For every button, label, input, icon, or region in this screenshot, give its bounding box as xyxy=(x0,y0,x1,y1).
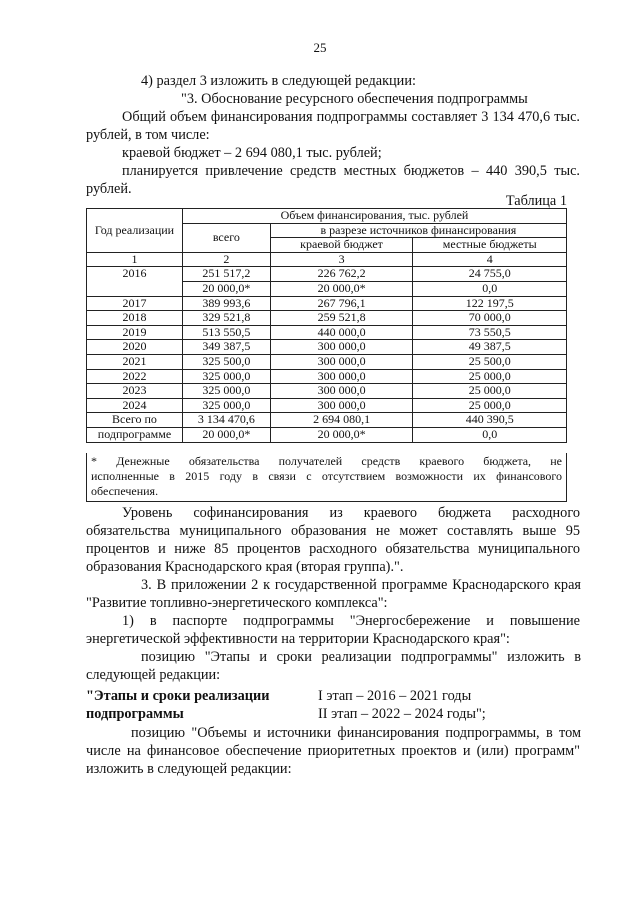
total-cell: 3 134 470,6 xyxy=(182,413,270,428)
total-cell: 349 387,5 xyxy=(182,340,270,355)
local-cell: 440 390,5 xyxy=(413,413,567,428)
footnote-line: обеспечения. xyxy=(91,484,159,498)
stages-label xyxy=(86,687,316,723)
local-cell: 0,0 xyxy=(413,281,567,296)
position-line-2: следующей редакции: xyxy=(86,667,221,683)
total-cell: 325 000,0 xyxy=(182,398,270,413)
total-label: Всего по xyxy=(87,413,183,428)
year-cell: 2024 xyxy=(87,398,183,413)
year-cell: 2016 xyxy=(87,267,183,296)
local-cell: 25 000,0 xyxy=(413,369,567,384)
local-line-1: планируется привлечение средств местных бюджетов – 440 390,5 тыс. xyxy=(122,163,580,179)
local-cell: 25 500,0 xyxy=(413,354,567,369)
table-row-total xyxy=(87,413,567,428)
header-sources: в разрезе источников финансирования xyxy=(270,223,566,238)
local-cell: 25 000,0 xyxy=(413,384,567,399)
year-cell: 2022 xyxy=(87,369,183,384)
regional-cell: 20 000,0* xyxy=(270,427,413,442)
passport-line-2: энергетической эффективности на территории Краснодарского края": xyxy=(86,631,510,647)
cofinancing-line-4: образования Краснодарского края (вторая группа).". xyxy=(86,559,404,575)
regional-line: краевой бюджет – 2 694 080,1 тыс. рублей; xyxy=(122,145,382,161)
header-volume: Объем финансирования, тыс. рублей xyxy=(182,209,566,224)
table-row-total xyxy=(87,427,567,442)
local-cell: 70 000,0 xyxy=(413,311,567,326)
year-cell: 2017 xyxy=(87,296,183,311)
local-cell: 73 550,5 xyxy=(413,325,567,340)
item-3-line-2: "Развитие топливно-энергетического комплекса": xyxy=(86,595,388,611)
regional-cell: 300 000,0 xyxy=(270,354,413,369)
volume-line-3: изложить в следующей редакции: xyxy=(86,761,292,777)
table-row xyxy=(87,354,567,369)
footnote-line: * Денежные обязательства получателей средств краевого бюджета, не xyxy=(91,454,562,468)
volume-line-1: позицию "Объемы и источники финансирования подпрограммы, в том xyxy=(131,725,581,741)
total-cell: 325 000,0 xyxy=(182,384,270,399)
table-row xyxy=(87,398,567,413)
total-cell: 325 000,0 xyxy=(182,369,270,384)
total-cell: 251 517,2 xyxy=(182,267,270,282)
table-footnote xyxy=(86,453,567,502)
header-regional: краевой бюджет xyxy=(270,238,413,253)
section-title: "3. Обоснование ресурсного обеспечения подпрограммы xyxy=(181,91,528,107)
total-cell: 20 000,0* xyxy=(182,427,270,442)
col-num: 2 xyxy=(182,252,270,267)
footnote-line: исполненные в 2015 году в связи с отсутствием возможности их финансового xyxy=(91,469,562,483)
year-cell: 2021 xyxy=(87,354,183,369)
local-cell: 122 197,5 xyxy=(413,296,567,311)
total-cell: 329 521,8 xyxy=(182,311,270,326)
regional-cell: 259 521,8 xyxy=(270,311,413,326)
column-numbers-row xyxy=(87,252,567,267)
page-number: 25 xyxy=(313,40,327,55)
table-row xyxy=(87,267,567,282)
table-row xyxy=(87,340,567,355)
stages-values xyxy=(318,687,578,723)
cofinancing-line-3: процентов и ниже 85 процентов расходного обязательства муниципального xyxy=(86,541,580,557)
total-cell: 513 550,5 xyxy=(182,325,270,340)
regional-cell: 300 000,0 xyxy=(270,384,413,399)
total-label: подпрограмме xyxy=(87,427,183,442)
year-cell: 2023 xyxy=(87,384,183,399)
passport-line-1: 1) в паспорте подпрограммы "Энергосбережение и повышение xyxy=(122,613,580,629)
regional-cell: 2 694 080,1 xyxy=(270,413,413,428)
regional-cell: 300 000,0 xyxy=(270,369,413,384)
table-row xyxy=(87,384,567,399)
table-label: Таблица 1 xyxy=(505,193,567,209)
header-total: всего xyxy=(182,223,270,252)
position-line-1: позицию "Этапы и сроки реализации подпрограммы" изложить в xyxy=(141,649,581,665)
total-cell: 20 000,0* xyxy=(182,281,270,296)
col-num: 1 xyxy=(87,252,183,267)
regional-cell: 300 000,0 xyxy=(270,340,413,355)
item-4: 4) раздел 3 изложить в следующей редакции: xyxy=(141,73,416,89)
local-line-2: рублей. xyxy=(86,181,132,197)
local-cell: 24 755,0 xyxy=(413,267,567,282)
regional-cell: 440 000,0 xyxy=(270,325,413,340)
financing-table xyxy=(86,208,567,443)
col-num: 3 xyxy=(270,252,413,267)
volume-line-2: числе на финансовое обеспечение приоритетных проектов и (или) программ" xyxy=(86,743,580,759)
table-row xyxy=(87,311,567,326)
stages-label-line: "Этапы и сроки реализации xyxy=(86,688,270,704)
regional-cell: 300 000,0 xyxy=(270,398,413,413)
cofinancing-line-1: Уровень софинансирования из краевого бюджета расходного xyxy=(122,505,580,521)
header-local: местные бюджеты xyxy=(413,238,567,253)
total-cell: 325 500,0 xyxy=(182,354,270,369)
regional-cell: 267 796,1 xyxy=(270,296,413,311)
regional-cell: 20 000,0* xyxy=(270,281,413,296)
local-cell: 25 000,0 xyxy=(413,398,567,413)
cofinancing-line-2: обязательства муниципального образования не может составлять выше 95 xyxy=(86,523,580,539)
local-cell: 0,0 xyxy=(413,427,567,442)
header-year: Год реализации xyxy=(87,209,183,253)
total-line-1: Общий объем финансирования подпрограммы составляет 3 134 470,6 тыс. xyxy=(122,109,580,125)
col-num: 4 xyxy=(413,252,567,267)
year-cell: 2019 xyxy=(87,325,183,340)
table-row xyxy=(87,296,567,311)
item-3-line-1: 3. В приложении 2 к государственной программе Краснодарского края xyxy=(141,577,581,593)
total-cell: 389 993,6 xyxy=(182,296,270,311)
local-cell: 49 387,5 xyxy=(413,340,567,355)
year-cell: 2020 xyxy=(87,340,183,355)
stage-2: II этап – 2022 – 2024 годы"; xyxy=(318,706,486,722)
stages-label-line: подпрограммы xyxy=(86,706,184,722)
regional-cell: 226 762,2 xyxy=(270,267,413,282)
total-line-2: рублей, в том числе: xyxy=(86,127,210,143)
stage-1: I этап – 2016 – 2021 годы xyxy=(318,688,472,704)
table-row xyxy=(87,325,567,340)
year-cell: 2018 xyxy=(87,311,183,326)
table-row xyxy=(87,369,567,384)
